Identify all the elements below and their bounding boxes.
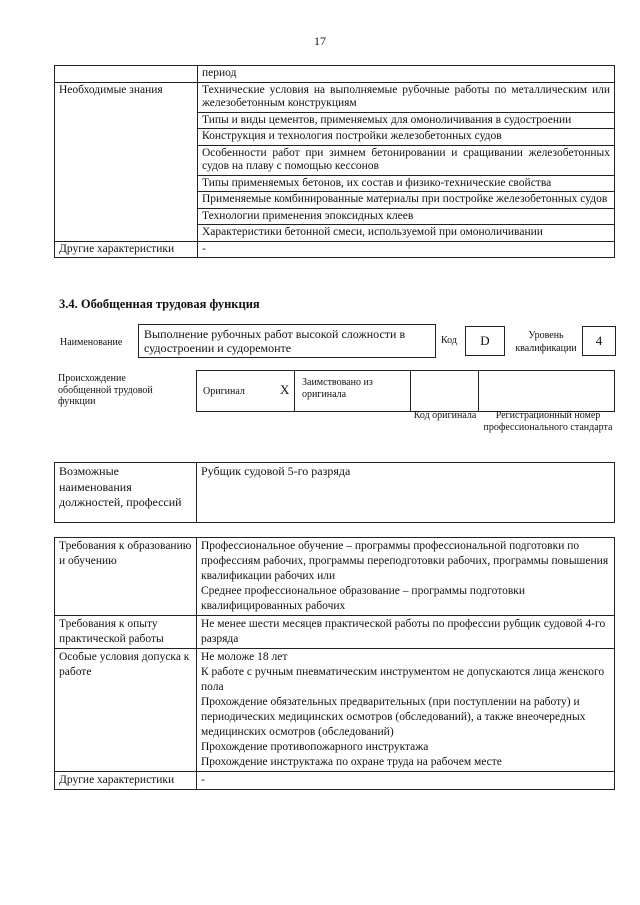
education-value-2: Среднее профессиональное образование – программы подготовки квалифицированных рабочих	[201, 585, 526, 612]
knowledge-item: Типы применяемых бетонов, их состав и физико-технические свойства	[198, 175, 615, 192]
education-value: Профессиональное обучение – программы профессиональной подготовки по профессиям рабочих, программы переподготовки рабочих, программы повышения квалификации рабочих или	[201, 540, 609, 582]
special-conditions-cell	[197, 649, 615, 772]
education-label: Требования к образованию и обучению	[55, 538, 197, 616]
knowledge-label: Необходимые знания	[55, 82, 198, 241]
knowledge-item: Конструкция и технология постройки железобетонных судов	[198, 129, 615, 146]
original-label: Оригинал	[203, 386, 245, 397]
name-value: Выполнение рубочных работ высокой сложности в судостроении и судоремонте	[144, 327, 406, 355]
divider	[294, 370, 295, 411]
other-characteristics-value: -	[197, 772, 615, 790]
name-label: Наименование	[60, 337, 123, 348]
experience-label: Требования к опыту практической работы	[55, 616, 197, 649]
special-conditions-label: Особые условия допуска к работе	[55, 649, 197, 772]
period-tail: период	[198, 66, 615, 83]
divider	[478, 370, 479, 411]
positions-label: Возможные наименования должностей, профессий	[55, 463, 197, 523]
requirements-table	[54, 537, 615, 790]
knowledge-item: Применяемые комбинированные материалы при постройке железобетонных судов	[198, 192, 615, 209]
code-original-caption: Код оригинала	[413, 410, 477, 421]
origin-label: Происхождение обобщенной трудовой функции	[58, 373, 153, 407]
special-condition: Прохождение инструктажа по охране труда на рабочем месте	[201, 756, 502, 768]
code-label: Код	[441, 335, 457, 346]
original-mark: X	[280, 382, 290, 397]
knowledge-table	[54, 65, 615, 258]
special-condition: Не моложе 18 лет	[201, 651, 288, 663]
divider	[410, 370, 411, 411]
section-title: 3.4. Обобщенная трудовая функция	[59, 297, 260, 311]
other-characteristics-label: Другие характеристики	[55, 772, 197, 790]
other-characteristics-value: -	[198, 241, 615, 258]
knowledge-item: Технологии применения эпоксидных клеев	[198, 208, 615, 225]
experience-value: Не менее шести месяцев практической работы по профессии рубщик судовой 4-го разряда	[197, 616, 615, 649]
special-condition: Прохождение обязательных предварительных (при поступлении на работу) и периодических медицинских осмотров (обследований), а также внеочередных медицинских осмотров (обследований)	[201, 696, 586, 738]
education-cell	[197, 538, 615, 616]
level-value: 4	[582, 326, 616, 356]
name-box	[138, 324, 436, 358]
special-condition: К работе с ручным пневматическим инструментом не допускаются лица женского пола	[201, 666, 605, 693]
special-condition: Прохождение противопожарного инструктажа	[201, 741, 429, 753]
code-value: D	[465, 326, 505, 356]
knowledge-item: Особенности работ при зимнем бетонировании и сращивании железобетонных судов на плаву с помощью кессонов	[198, 145, 615, 175]
knowledge-item: Характеристики бетонной смеси, используемой при омоноличивании	[198, 225, 615, 242]
level-label: Уровень квалификации	[515, 330, 577, 354]
reg-number-caption: Регистрационный номер профессионального стандарта	[483, 410, 613, 433]
borrowed-label: Заимствовано из оригинала	[302, 377, 373, 400]
knowledge-item: Типы и виды цементов, применяемых для омоноличивания в судостроении	[198, 112, 615, 129]
other-characteristics-label: Другие характеристики	[55, 241, 198, 258]
positions-value: Рубщик судовой 5-го разряда	[197, 463, 615, 523]
knowledge-item: Технические условия на выполняемые рубочные работы по металлическим или железобетонным конструкциям	[198, 82, 615, 112]
page-number: 17	[314, 34, 326, 48]
positions-table	[54, 462, 615, 523]
empty-cell	[55, 66, 198, 83]
